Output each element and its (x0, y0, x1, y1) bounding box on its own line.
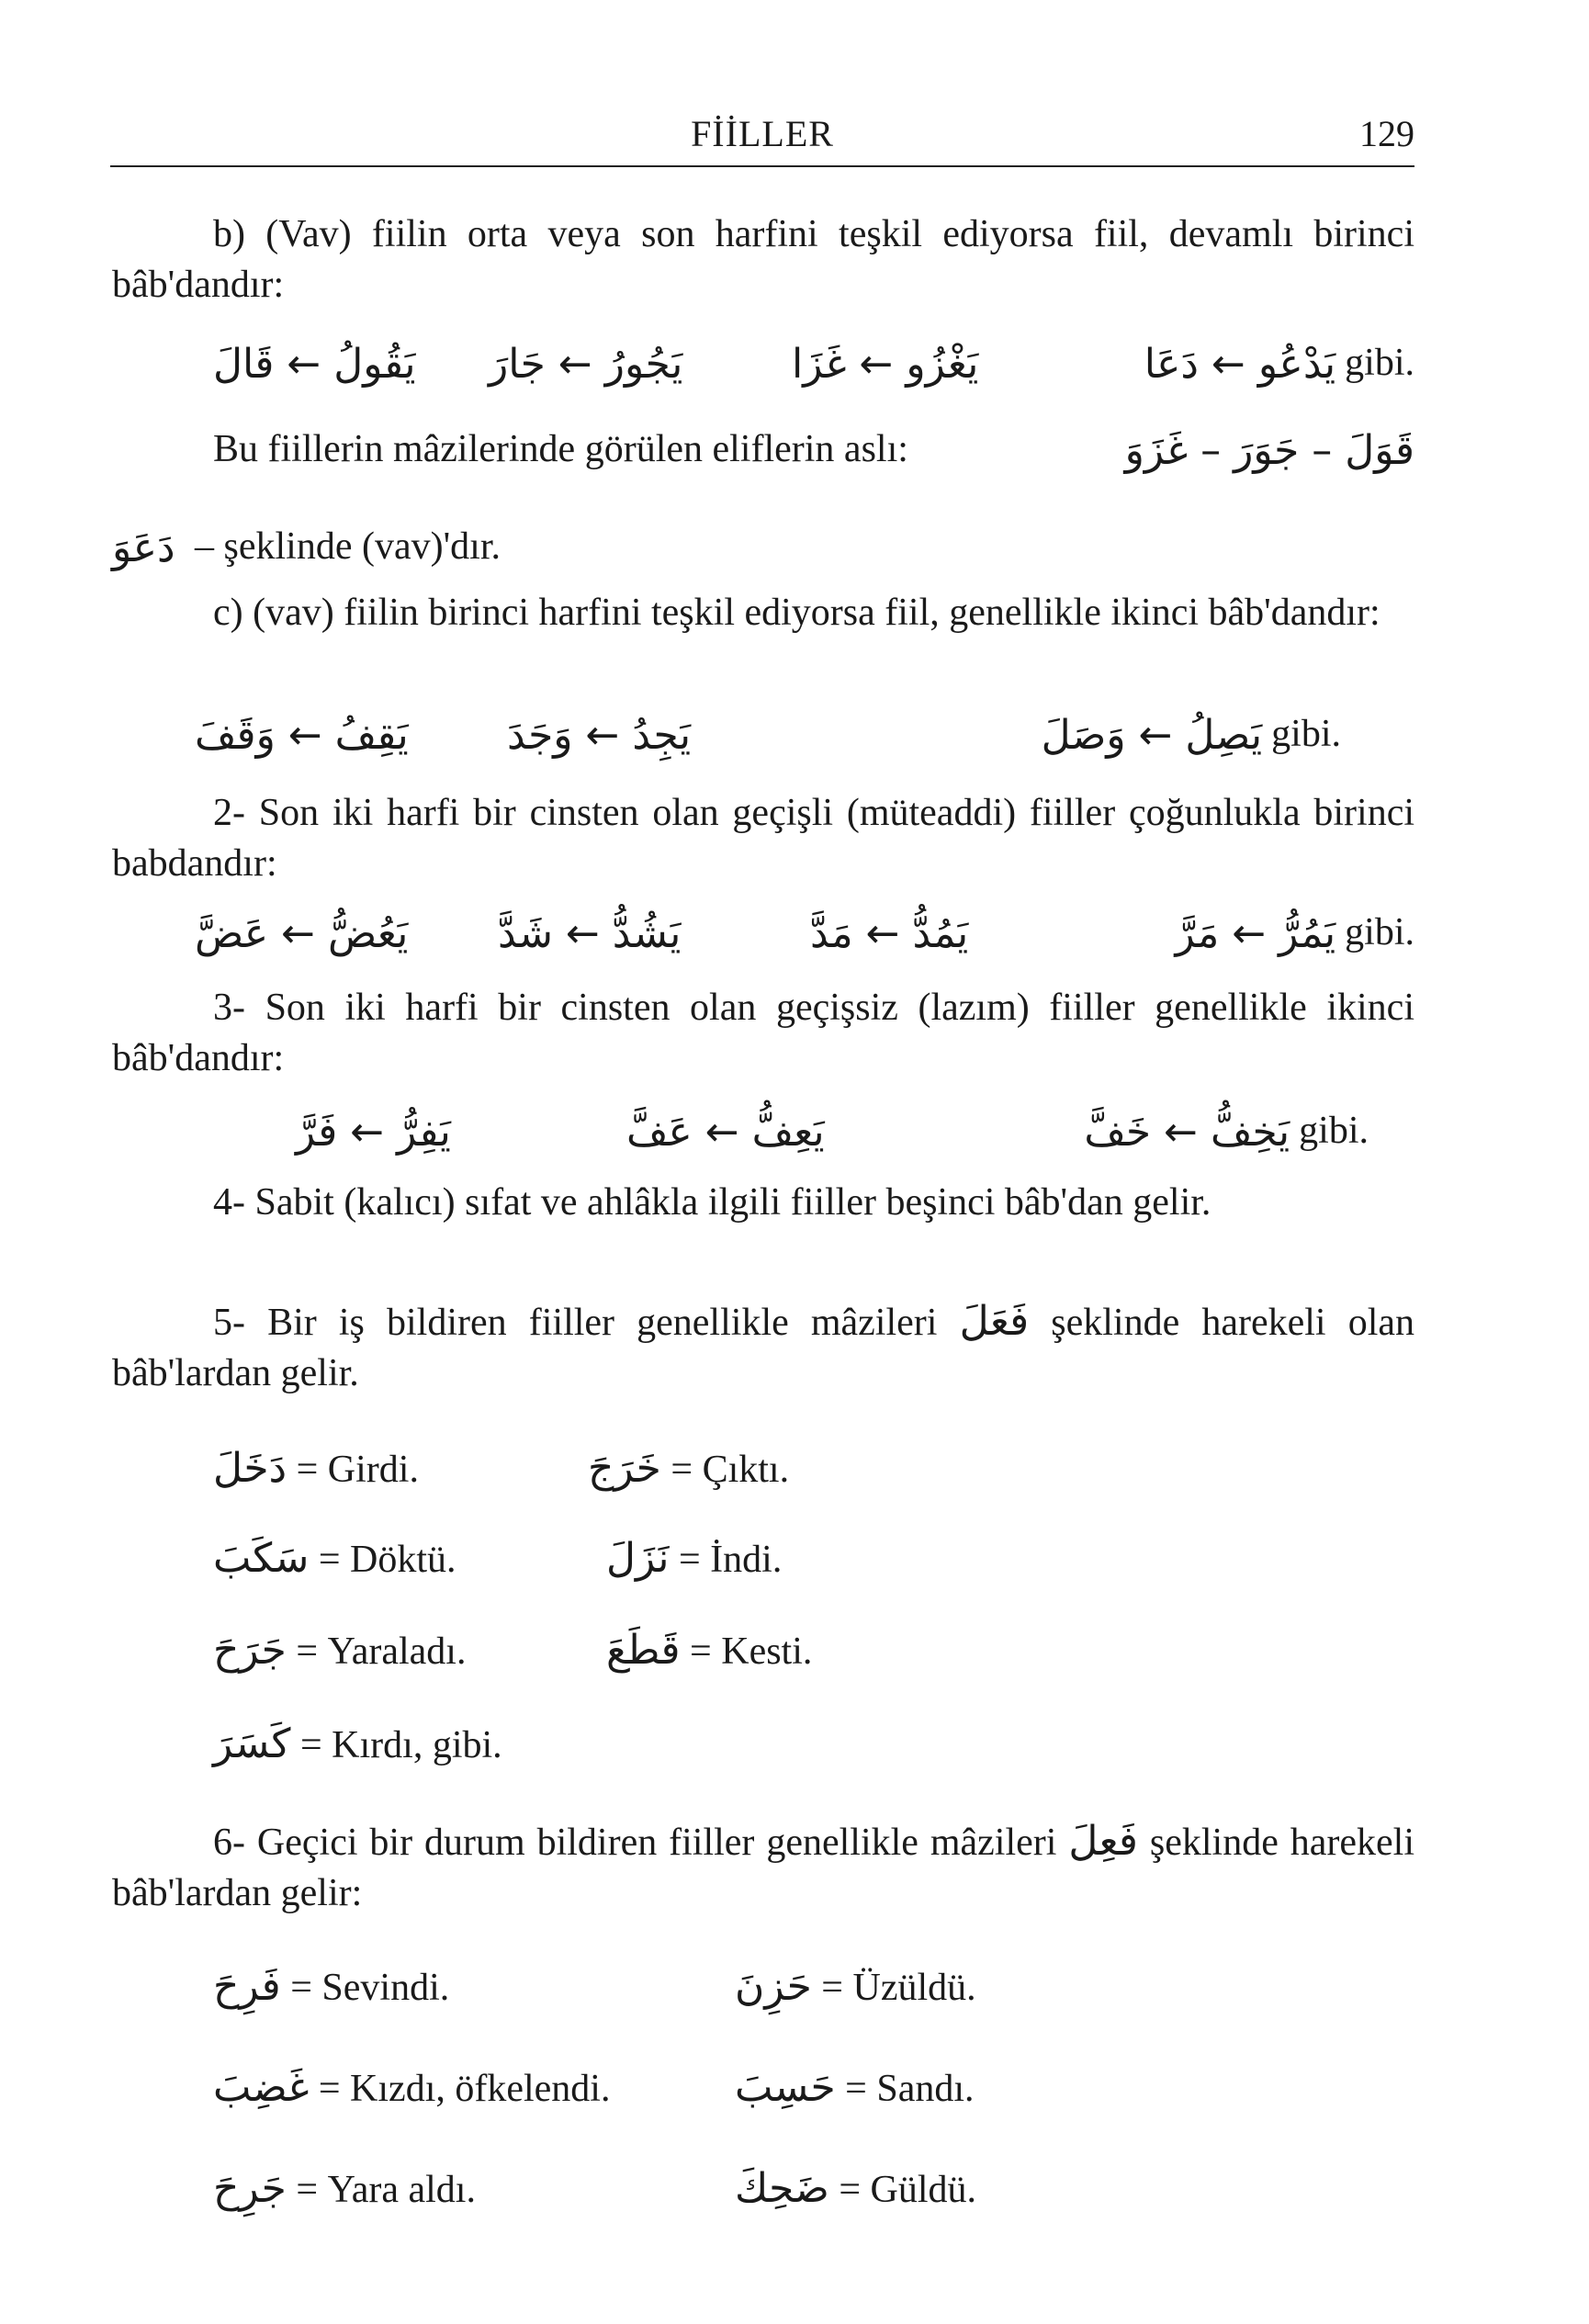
page-number: 129 (1359, 113, 1414, 154)
example-item: يَقِفُ ← وَقَفَ (195, 712, 409, 759)
vocab-item: نَزَلَ = İndi. (606, 1535, 783, 1582)
item-number: 6- (213, 1822, 245, 1864)
paragraph-6-text-before: Geçici bir durum bildiren fiiller genellikle mâzileri (256, 1822, 1057, 1864)
example-item: يَعُضُّ ← عَضَّ (195, 910, 409, 957)
example-item: يَجِدُ ← وَجَدَ (507, 712, 692, 759)
example-row-2 (112, 908, 1414, 972)
paragraph-b (112, 209, 1414, 311)
example-item: gibi. يَدْعُو ← دَعَا (1144, 341, 1414, 388)
vocab-item: جَرِحَ = Yara aldı. (213, 2165, 476, 2212)
shape-arabic: دَعَوَ (112, 525, 175, 571)
paragraph-5 (112, 1295, 1414, 1400)
shape-text: – şeklinde (vav)'dır. (195, 525, 501, 568)
vocab-item: خَرَجَ = Çıktı. (588, 1445, 790, 1492)
running-header (110, 110, 1414, 167)
vocab-item: قَطَعَ = Kesti. (606, 1627, 813, 1674)
item-number: 4- (213, 1181, 245, 1224)
paragraph-2 (112, 788, 1414, 890)
vocab-item: كَسَرَ = Kırdı, gibi. (213, 1720, 502, 1767)
paragraph-4 (112, 1178, 1414, 1228)
vocab-item: جَرَحَ = Yaraladı. (213, 1627, 467, 1674)
vocab-item: حَزِنَ = Üzüldü. (735, 1963, 976, 2010)
example-item: يَشُدُّ ← شَدَّ (498, 910, 682, 957)
vocab-item: ضَحِكَ = Güldü. (735, 2165, 977, 2212)
paragraph-3-text: Son iki harfi bir cinsten olan geçişsiz (lazım) fiiller genellikle ikinci bâb'dandır: (112, 987, 1414, 1080)
example-item: gibi. يَمُرُّ ← مَرَّ (1175, 910, 1414, 957)
paragraph-3 (112, 983, 1414, 1085)
example-row-3 (112, 1106, 1414, 1170)
pattern-arabic: فَعِلَ (1068, 1818, 1138, 1865)
example-item: يَغْزُو ← غَزَا (792, 341, 979, 388)
paragraph-5-text-before: Bir iş bildiren fiiller genellikle mâzileri (267, 1302, 938, 1344)
paragraph-2-text: Son iki harfi bir cinsten olan geçişli (müteaddi) fiiller çoğunlukla birinci babdandır: (112, 792, 1415, 886)
origin-text: Bu fiillerin mâzilerinde görülen eliflerin aslı: (213, 428, 908, 470)
vocab-item: فَرِحَ = Sevindi. (213, 1963, 450, 2010)
shape-line (112, 522, 1414, 577)
pattern-arabic: فَعَلَ (959, 1298, 1030, 1345)
example-item: يَعِفُّ ← عَفَّ (626, 1109, 825, 1156)
chapter-title: FİİLLER (691, 113, 834, 154)
paragraph-c (112, 588, 1414, 638)
example-item: يَقُولُ ← قَالَ (213, 341, 416, 388)
origin-arabic: قَوَلَ – جَوَرَ – غَزَوَ (1124, 427, 1414, 474)
example-row-b (112, 338, 1414, 402)
example-item: gibi. يَصِلُ ← وَصَلَ (1041, 712, 1341, 759)
example-row-c (112, 709, 1414, 773)
paragraph-6-text-after: şeklinde harekeli bâb'lardan gelir: (112, 1822, 1415, 1915)
example-item: يَفِرُّ ← فَرَّ (296, 1109, 451, 1156)
example-item: gibi. يَخِفُّ ← خَفَّ (1084, 1109, 1369, 1156)
item-number: 3- (213, 987, 245, 1029)
vocab-item: دَخَلَ = Girdi. (213, 1445, 419, 1492)
vocab-item: غَضِبَ = Kızdı, öfkelendi. (213, 2064, 611, 2111)
origin-line (112, 424, 1414, 479)
paragraph-4-text: Sabit (kalıcı) sıfat ve ahlâkla ilgili fiiller beşinci bâb'dan gelir. (254, 1181, 1211, 1224)
example-item: يَجُورُ ← جَارَ (489, 341, 683, 388)
vocab-item: حَسِبَ = Sandı. (735, 2064, 975, 2111)
item-number: 5- (213, 1302, 245, 1344)
paragraph-5-text-after: şeklinde harekeli olan bâb'lardan gelir. (112, 1302, 1415, 1395)
vocab-item: سَكَبَ = Döktü. (213, 1535, 456, 1582)
example-item: يَمُدُّ ← مَدَّ (810, 910, 969, 957)
paragraph-6 (112, 1815, 1414, 1920)
paragraph-b-text: b) (Vav) fiilin orta veya son harfini teşkil ediyorsa fiil, devamlı birinci bâb'dandır: (112, 213, 1414, 307)
paragraph-c-text: c) (vav) fiilin birinci harfini teşkil ediyorsa fiil, genellikle ikinci bâb'dandır: (213, 592, 1381, 634)
item-number: 2- (213, 792, 245, 834)
